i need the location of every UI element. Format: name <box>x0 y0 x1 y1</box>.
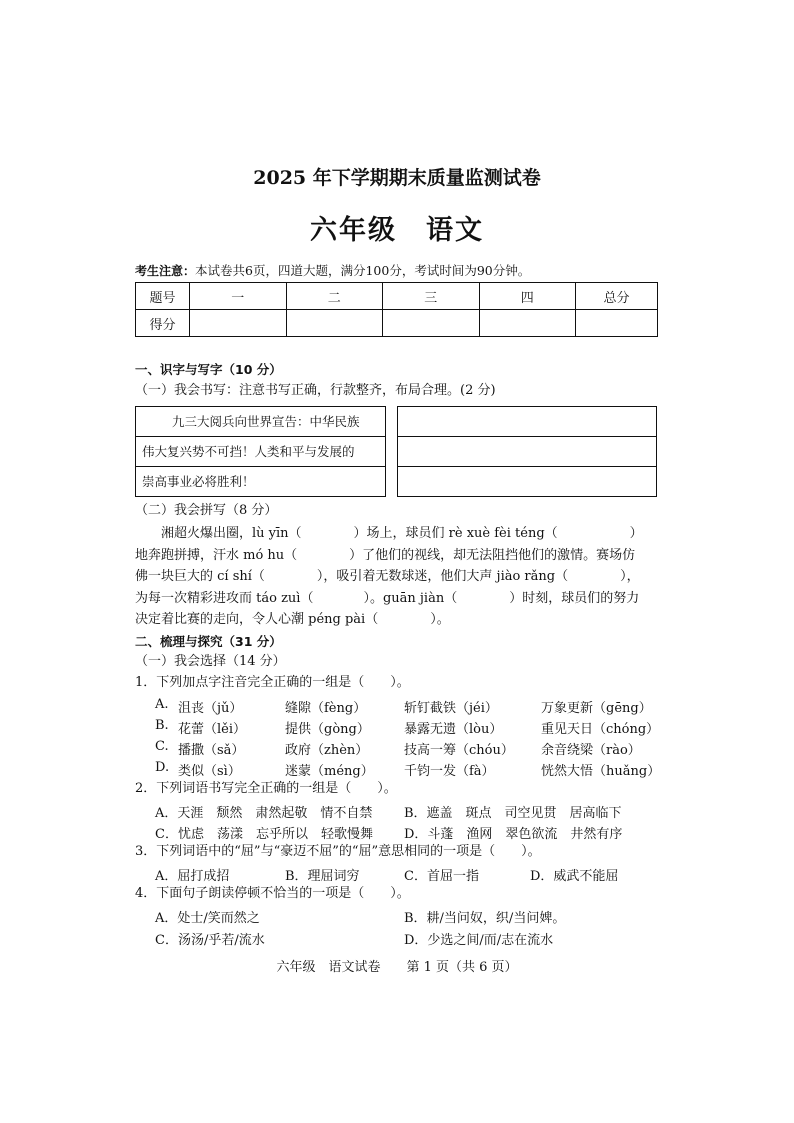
q2-option-d[interactable]: D．斗蓬 渔网 翠色欲流 井然有序 <box>404 827 623 842</box>
q1-option-b-item: 暴露无遗（lòu） <box>404 722 503 737</box>
section1-part1-heading: （一）我会书写：注意书写正确，行款整齐，布局合理。(2 分) <box>135 383 496 398</box>
passage-text: ）， <box>620 569 640 584</box>
q1-option-d-label[interactable]: D. <box>155 760 170 775</box>
score-row-label: 得分 <box>136 310 190 337</box>
copy-source-box <box>135 406 386 497</box>
q4-option-c[interactable]: C．汤汤/乎若/流水 <box>155 933 265 948</box>
q3-option-b[interactable]: B．理屈词穷 <box>285 869 360 884</box>
q1-option-b-item: 提供（gòng） <box>285 722 370 737</box>
score-input-cell[interactable] <box>479 310 576 337</box>
writing-line[interactable] <box>398 437 656 467</box>
q1-option-d-item: 迷蒙（méng） <box>285 764 374 779</box>
q4-option-b[interactable]: B．耕/当问奴，织/当问婢。 <box>404 911 566 926</box>
q1-option-b-item: 花蕾（lěi） <box>178 722 247 737</box>
exam-subtitle: 六年级 语文 <box>310 215 484 246</box>
section1-part2-heading: （二）我会拼写（8 分） <box>135 503 278 518</box>
score-header-cell: 四 <box>479 283 576 310</box>
q1-option-c-label[interactable]: C. <box>155 739 169 754</box>
score-header-cell: 二 <box>286 283 383 310</box>
passage-text: 决定着比赛的走向，令人心潮 péng pài（ <box>135 612 379 627</box>
score-header-cell: 总分 <box>576 283 658 310</box>
question-3-stem: 3．下列词语中的“屈”与“豪迈不屈”的“屈”意思相同的一项是（ ）。 <box>135 844 541 859</box>
passage-text: ）了他们的视线，却无法阻挡他们的激情。赛场仿 <box>349 547 636 563</box>
copy-writing-box[interactable] <box>397 406 657 497</box>
q1-option-b-label[interactable]: B. <box>155 718 169 733</box>
writing-line[interactable] <box>398 407 656 437</box>
copy-line: 崇高事业必将胜利！ <box>142 474 255 489</box>
score-input-cell[interactable] <box>286 310 383 337</box>
question-2-stem: 2．下列词语书写完全正确的一组是（ ）。 <box>135 781 397 796</box>
passage-text: ）。 <box>430 612 450 627</box>
passage-text: ） <box>629 526 643 541</box>
q1-option-c-item: 余音绕梁（rào） <box>541 743 641 758</box>
score-header-cell: 三 <box>383 283 480 310</box>
passage-text: ），吸引着无数球迷，他们大声 jiào rǎng（ <box>316 569 569 584</box>
q1-option-d-item: 恍然大悟（huǎng） <box>541 764 661 779</box>
q1-option-d-item: 千钧一发（fà） <box>404 764 495 779</box>
q1-option-b-item: 重见天日（chóng） <box>541 722 660 737</box>
writing-line[interactable] <box>398 467 656 496</box>
q3-option-d[interactable]: D．威武不能屈 <box>530 869 619 884</box>
question-4-stem: 4．下面句子朗读停顿不恰当的一项是（ ）。 <box>135 886 410 901</box>
q1-option-c-item: 播撒（sǎ） <box>178 743 245 758</box>
q2-option-c[interactable]: C．忧虑 荡漾 忘乎所以 轻歌慢舞 <box>155 827 373 842</box>
page-footer: 六年级 语文试卷 第 1 页（共 6 页） <box>276 960 518 975</box>
q1-option-a-item: 斩钉截铁（jéi） <box>404 701 498 716</box>
q1-option-d-item: 类似（sì） <box>178 764 241 779</box>
exam-notice <box>135 261 530 279</box>
passage-text: ）。guān jiàn（ <box>363 590 458 606</box>
score-header-cell: 题号 <box>136 283 190 310</box>
q1-option-a-item: 万象更新（gēng） <box>541 701 652 716</box>
section2-heading: 二、梳理与探究（31 分） <box>135 634 282 649</box>
section2-part1-heading: （一）我会选择（14 分） <box>135 654 286 669</box>
passage-text: ）时刻，球员们的努力 <box>509 590 640 606</box>
q2-option-b[interactable]: B．遮盖 斑点 司空见贯 居高临下 <box>404 806 622 821</box>
notice-text: 本试卷共6页，四道大题，满分100分，考试时间为90分钟。 <box>195 263 531 278</box>
copy-line: 伟大复兴势不可挡！人类和平与发展的 <box>142 444 355 459</box>
q3-option-c[interactable]: C．首屈一指 <box>404 869 479 884</box>
notice-label: 考生注意： <box>135 264 196 278</box>
passage-text: ）场上，球员们 rè xuè fèi téng（ <box>353 526 558 541</box>
q1-option-c-item: 技高一筹（chóu） <box>404 743 514 758</box>
q4-option-d[interactable]: D．少选之间/而/志在流水 <box>404 933 554 948</box>
score-input-cell[interactable] <box>190 310 287 337</box>
q2-option-a[interactable]: A．天涯 颓然 肃然起敬 情不自禁 <box>155 806 373 821</box>
q4-option-a[interactable]: A．处士/笑而然之 <box>155 911 260 926</box>
question-1-stem: 1．下列加点字注音完全正确的一组是（ ）。 <box>135 675 410 690</box>
pinyin-passage <box>135 523 659 631</box>
passage-text: 为每一次精彩进攻而 táo zuì（ <box>135 590 314 606</box>
copy-line: 九三大阅兵向世界宣告：中华民族 <box>172 414 360 429</box>
passage-text: 湘超火爆出圈，lù yīn（ <box>161 526 302 541</box>
passage-text: 地奔跑拼搏，汗水 mó hu（ <box>135 547 298 563</box>
q1-option-c-item: 政府（zhèn） <box>285 743 369 758</box>
q1-option-a-item: 缝隙（fèng） <box>285 701 367 716</box>
score-input-cell[interactable] <box>383 310 480 337</box>
q1-option-a-label[interactable]: A. <box>155 697 169 712</box>
score-input-cell[interactable] <box>576 310 658 337</box>
passage-text: 佛一块巨大的 cí shí（ <box>135 569 265 584</box>
exam-title: 2025 年下学期期末质量监测试卷 <box>253 167 541 189</box>
section1-heading: 一、识字与写字（10 分） <box>135 362 282 377</box>
score-table <box>135 282 658 337</box>
score-header-cell: 一 <box>190 283 287 310</box>
q3-option-a[interactable]: A．屈打成招 <box>155 869 230 884</box>
q1-option-a-item: 沮丧（jǔ） <box>178 701 243 716</box>
